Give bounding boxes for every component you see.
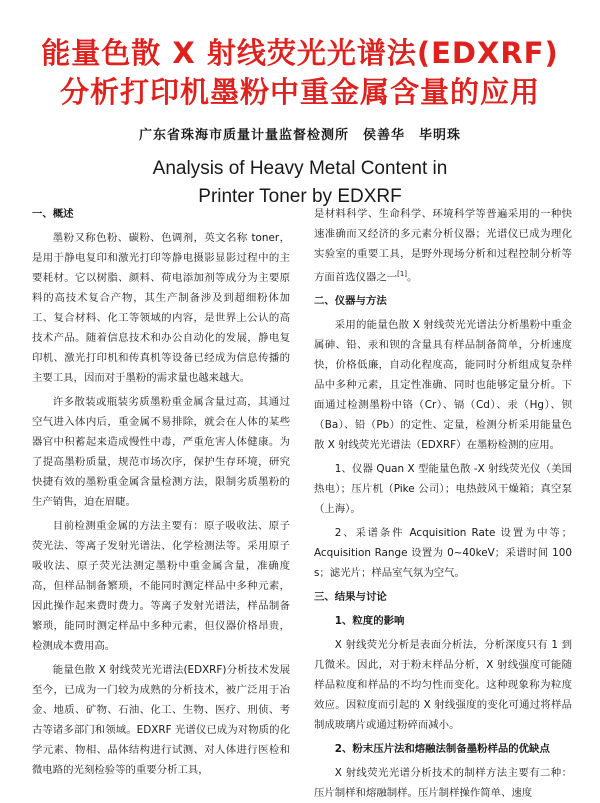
paragraph: 采用的能量色散 X 射线荧光光谱法分析墨粉中重金属砷、铅、汞和钡的含量具有样品制备简单，分析速度快，价格低廉，自动化程度高，能同时分析组成复杂样品中多种元素，且定性准确、同时也能够定量分析。下面通过检测墨粉中铬（Cr）、镉（Cd）、汞（Hg）、钡（Ba）、铅（Pb）的定性、定量，检测分析采用能量色散 X 射线荧光光谱法（EDXRF）在墨粉检测的应用。 <box>314 319 572 452</box>
paragraph: 墨粉又称色粉、碳粉、色调剂，英文名称 toner，是用于静电复印和激光打印等静电摄影显影过程中的主要耗材。它以树脂、颜料、荷电添加剂等成分为主要原料的高技术复合产物，其生产制备涉及到超细粉体加工、复合材料、化工等领域的内容，是世界上公认的高技术产品。随着信息技术和办公自动化的发展，静电复印机、激光打印机和传真机等设备已经成为信息传播的主要工具，因而对于墨粉的需求量也越来越大。 <box>32 232 290 384</box>
paragraph: 能量色散 X 射线荧光光谱法(EDXRF)分析技术发展至今，已成为一门较为成熟的分析技术，被广泛用于冶金、地质、矿物、石油、化工、生物、医疗、刑侦、考古等诸多部门和领域。EDXRF 光谱仪已成为对物质的化学元素、物相、晶体结构进行试测、对人体进行医检和微电路的光刻检验等的重要分析工具， <box>32 664 290 776</box>
body-columns <box>32 204 572 800</box>
paragraph: 1、仪器 Quan X 型能量色散 -X 射线荧光仪（美国热电）；压片机（Pike 公司）；电热鼓风干燥箱；真空泵（上海）。 <box>314 463 572 516</box>
paragraph-text: 是材料科学、生命科学、环境科学等普遍采用的一种快速准确而又经济的多元素分析仪器；光谱仪已成为理化实验室的重要工具，是野外现场分析和过程控制分析等方面首选仪器之一 <box>314 208 572 284</box>
paragraph: 目前检测重金属的方法主要有：原子吸收法、原子荧光法、等离子发射光谱法、化学检测法等。采用原子吸收法、原子荧光法测定墨粉中重金属含量，准确度高，但样品制备繁琐，不能同时测定样品中多种元素，因此操作起来费时费力。等离子发射光谱法，样品制备繁琐，能同时测定样品中多种元素，但仪器价格昂贵，检测成本费用高。 <box>32 520 290 652</box>
paragraph: X 射线荧光光谱分析技术的制样方法主要有二种：压片制样和熔融制样。压片制样操作简单、速度 <box>314 767 572 800</box>
subheading-sample-prep: 2、粉末压片法和熔融法制备墨粉样品的优缺点 <box>334 743 550 756</box>
right-column <box>314 204 572 800</box>
section-heading-overview: 一、概述 <box>32 208 74 220</box>
authors: 广东省珠海市质量计量监督检测所 侯善华 毕明珠 <box>138 128 461 143</box>
left-column <box>32 204 290 774</box>
period: 。 <box>407 271 418 284</box>
title-cn-line1: 能量色散 X 射线荧光光谱法(EDXRF) <box>41 36 559 70</box>
paragraph: 2、采谱条件 Acquisition Rate 设置为中等；Acquisition Range 设置为 0~40keV；采谱时间 100 s；滤光片；样品室气氛为空气。 <box>314 527 572 580</box>
reference-mark: [1] <box>397 270 408 278</box>
title-en <box>0 155 600 211</box>
subheading-particle-size: 1、粒度的影响 <box>334 615 405 628</box>
paragraph: X 射线荧光分析是表面分析法，分析深度只有 1 到几微米。因此，对于粉末样品分析，X 射线强度可能随样品粒度和样品的不均匀性而变化。这种现象称为粒度效应。因粒度而引起的 X 射线强度的变化可通过将样品制成玻璃片或通过粉碎而减小。 <box>314 639 572 732</box>
title-en-line2: Printer Toner by EDXRF <box>198 186 402 207</box>
paragraph-continued <box>314 204 572 287</box>
title-en-line1: Analysis of Heavy Metal Content in <box>152 158 448 179</box>
paragraph: 许多散装或瓶装劣质墨粉重金属含量过高，其通过空气进入体内后，重金属不易排除，就会在人体的某些器官中积蓄起来造成慢性中毒，严重危害人体健康。为了提高墨粉质量，规范市场次序，保护生存环境，研究快捷有效的墨粉重金属含量检测方法，限制劣质墨粉的生产销售，迫在眉睫。 <box>32 396 290 508</box>
title-cn-line2: 分析打印机墨粉中重金属含量的应用 <box>59 75 540 109</box>
section-heading-results: 三、结果与讨论 <box>314 591 387 604</box>
section-heading-methods: 二、仪器与方法 <box>314 295 387 308</box>
